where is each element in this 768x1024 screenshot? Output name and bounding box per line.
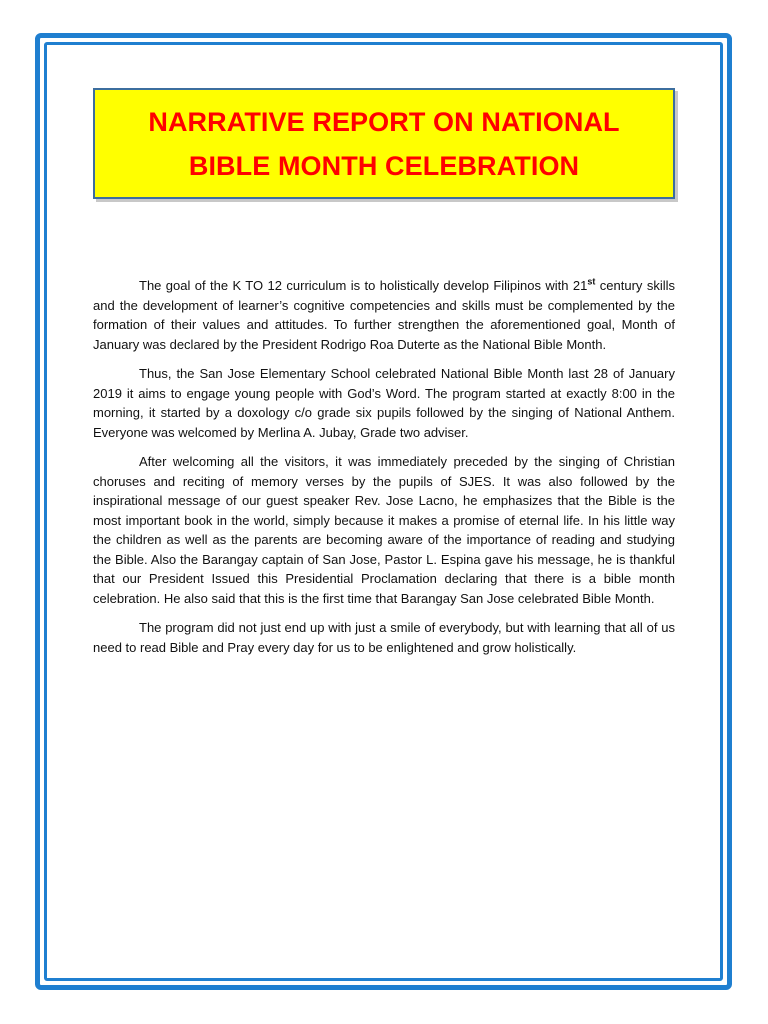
title-line-2: BIBLE MONTH CELEBRATION bbox=[188, 150, 580, 181]
paragraph-1-end: century skills and the development of learner’s cognitive competencies and skills must be complemented by the formation of their values and attitudes. To further strengthen the aforementioned goal, Month of January was declared by the President Rodrigo Roa Duterte as the National Bible Month. bbox=[93, 278, 675, 352]
title-banner bbox=[93, 88, 675, 199]
paragraph-2: Thus, the San Jose Elementary School celebrated National Bible Month last 28 of January 2019 it aims to engage young people with God’s Word. The program started at exactly 8:00 in the morning, it started by a doxology c/o grade six pupils followed by the singing of National Anthem. Everyone was welcomed by Merlina A. Jubay, Grade two adviser. bbox=[93, 366, 675, 440]
report-body bbox=[93, 276, 675, 667]
paragraph-1 bbox=[93, 276, 675, 354]
paragraph-4: The program did not just end up with just a smile of everybody, but with learning that all of us need to read Bible and Pray every day for us to be enlightened and grow holistically. bbox=[93, 620, 675, 655]
paragraph-1-start: The goal of the K TO 12 curriculum is to holistically develop Filipinos with 21 bbox=[139, 278, 588, 293]
paragraph-1-superscript: st bbox=[587, 276, 596, 287]
paragraph-3: After welcoming all the visitors, it was immediately preceded by the singing of Christian choruses and reciting of memory verses by the pupils of SJES. It was also followed by the inspirational message of our guest speaker Rev. Jose Lacno, he emphasizes that the Bible is the most important book in the world, simply because it makes a promise of eternal life. In his little way the children as well as the parents are becoming aware of the importance of reading and studying the Bible. Also the Barangay captain of San Jose, Pastor L. Espina gave his message, he is thankful that our President Issued this Presidential Proclamation declaring that there is a bible month celebration. He also said that this is the first time that Barangay San Jose celebrated Bible Month. bbox=[93, 454, 675, 606]
title-line-1: NARRATIVE REPORT ON NATIONAL bbox=[148, 106, 620, 137]
